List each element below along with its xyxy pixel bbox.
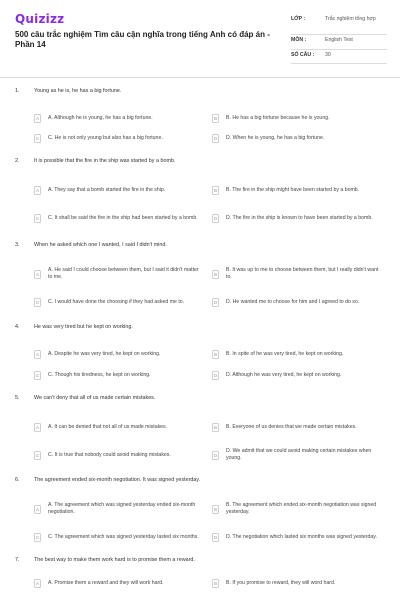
option-letter-box: C: [35, 135, 40, 141]
option-d[interactable]: [212, 365, 390, 386]
question-number: 3.: [15, 242, 20, 248]
question-header: [0, 555, 400, 567]
option-text: D. The fire in the ship is known to have been started by a bomb.: [226, 214, 373, 221]
option-row: [34, 204, 390, 232]
option-letter-box: A: [35, 352, 40, 357]
meta-table: [291, 14, 387, 64]
option-letter-box: C: [35, 534, 40, 540]
option-letter-box: B: [213, 424, 218, 430]
option-row: [34, 573, 390, 593]
option-b[interactable]: [212, 108, 390, 128]
meta-row-count: [291, 50, 387, 64]
option-text: C. Though his tiredness, he kept on working.: [48, 372, 151, 378]
option-letter-box: D: [213, 215, 218, 221]
option-b[interactable]: [212, 260, 390, 288]
option-letter-box: C: [35, 452, 40, 458]
question-text: It is possible that the fire in the ship was started by a bomb.: [34, 158, 176, 164]
question-item: [0, 322, 400, 393]
question-item: [0, 240, 400, 322]
option-row: [34, 495, 390, 523]
option-text: A. Although he is young, he has a big fortune.: [48, 114, 153, 121]
option-row: [34, 344, 390, 365]
question-item: [0, 86, 400, 156]
option-c[interactable]: [34, 128, 212, 148]
option-text: A. It can be denied that not all of us made mistakes.: [48, 423, 168, 430]
option-row: [34, 108, 390, 128]
question-number: 1.: [15, 88, 20, 94]
option-letter-box: B: [213, 506, 218, 512]
option-letter-box: A: [35, 424, 40, 430]
option-letter-box: A: [35, 187, 40, 193]
option-letter-box: B: [213, 580, 218, 586]
option-text: C. He is not only young but also has a big fortune.: [48, 134, 163, 141]
option-a[interactable]: [34, 176, 212, 204]
option-letter-box: C: [35, 373, 40, 378]
option-text: C. I would have done the choosing if they had asked me to.: [48, 298, 185, 305]
option-text: B. The fire in the ship might have been started by a bomb.: [226, 186, 360, 193]
question-header: [0, 86, 400, 98]
question-header: [0, 393, 400, 405]
option-letter-box: B: [213, 115, 218, 121]
option-row: [34, 260, 390, 288]
option-row: [34, 441, 390, 469]
question-header: [0, 156, 400, 168]
option-letter-box: B: [213, 187, 218, 193]
question-item: [0, 156, 400, 240]
option-a[interactable]: [34, 260, 212, 288]
option-b[interactable]: [212, 573, 390, 593]
question-header: [0, 322, 400, 334]
question-item: [0, 393, 400, 475]
option-letter-box: D: [213, 373, 218, 378]
question-number: 2.: [15, 158, 20, 164]
option-letter-box: C: [35, 215, 40, 221]
option-letter-box: A: [35, 115, 40, 121]
option-text: B. It was up to me to choose between them, but I really didn't want to.: [226, 267, 379, 280]
option-a[interactable]: [34, 108, 212, 128]
question-text: We can't deny that all of us made certain mistakes.: [34, 395, 156, 401]
option-c[interactable]: [34, 365, 212, 386]
option-text: B. He has a big fortune because he is young.: [226, 114, 330, 121]
quizizz-logo: Quizizz: [15, 12, 65, 26]
option-a[interactable]: [34, 495, 212, 523]
option-text: B. In spite of he was very tired, he kept on working.: [226, 351, 344, 357]
option-text: A. The agreement which was signed yesterday ended six-month negotiation.: [48, 502, 196, 515]
meta-value: 30: [325, 52, 331, 58]
option-text: A. Promise them a reward and they will work hard.: [48, 579, 164, 586]
option-text: C. It is true that nobody could avoid making mistakes.: [48, 451, 171, 458]
option-letter-box: B: [213, 271, 218, 277]
question-number: 6.: [15, 477, 20, 483]
option-letter-box: A: [35, 580, 40, 586]
meta-value: Trắc nghiệm tổng hợp: [325, 16, 376, 22]
option-text: B. The agreement which ended six-month negotiation was signed yesterday.: [226, 502, 377, 515]
option-d[interactable]: [212, 128, 390, 148]
option-text: D. When he is young, he has a big fortune.: [226, 134, 325, 141]
question-number: 5.: [15, 395, 20, 401]
option-text: D. Although he was very tired, he kept on working.: [226, 372, 342, 378]
question-number: 7.: [15, 557, 20, 563]
option-letter-box: D: [213, 534, 218, 540]
option-b[interactable]: [212, 495, 390, 523]
option-a[interactable]: [34, 573, 212, 593]
question-text: He was very tired but he kept on working.: [34, 324, 133, 330]
option-c[interactable]: [34, 204, 212, 232]
option-b[interactable]: [212, 413, 390, 441]
option-c[interactable]: [34, 288, 212, 316]
question-text: Young as he is, he has a big fortune.: [34, 88, 122, 94]
page-title: 500 câu trắc nghiệm Tìm câu cận nghĩa trong tiếng Anh có đáp án - Phần 14: [15, 30, 270, 49]
option-a[interactable]: [34, 344, 212, 365]
option-text: B. Everyone of us denies that we made certain mistakes.: [226, 423, 357, 430]
option-d[interactable]: [212, 204, 390, 232]
option-text: C. It shall be said the fire in the ship had been started by a bomb.: [48, 214, 198, 221]
question-item: [0, 475, 400, 555]
option-row: [34, 128, 390, 148]
option-a[interactable]: [34, 413, 212, 441]
option-c[interactable]: [34, 441, 212, 469]
option-row: [34, 413, 390, 441]
option-text: C. The agreement which was signed yesterday lasted six months.: [48, 533, 199, 540]
option-row: [34, 523, 390, 551]
question-text: When he asked which one I wanted, I said I didn't mind.: [34, 242, 167, 248]
option-letter-box: D: [213, 135, 218, 141]
option-text: D. He wanted me to choose for him and I agreed to do so.: [226, 298, 360, 305]
option-text: A. They say that a bomb started the fire in the ship.: [48, 186, 166, 193]
option-text: B. If you promise to reward, they will word hard.: [226, 579, 336, 586]
option-text: D. The negotiation which lasted six months was signed yesterday.: [226, 533, 377, 540]
question-header: [0, 475, 400, 487]
question-item: [0, 555, 400, 595]
question-text: The agreement ended six-month negotiation. It was signed yesterday.: [34, 477, 201, 483]
meta-key: SỐ CÂU :: [291, 52, 315, 58]
option-letter-box: D: [213, 299, 218, 305]
option-d[interactable]: [212, 441, 390, 469]
option-c[interactable]: [34, 523, 212, 551]
meta-value: English Test: [325, 37, 353, 43]
option-b[interactable]: [212, 344, 390, 365]
question-number: 4.: [15, 324, 20, 330]
option-text: A. He said I could choose between them, but I said it didn't matter to me.: [48, 267, 199, 280]
question-text: The best way to make them work hard is to promise them a reward.: [34, 557, 195, 563]
option-letter-box: D: [213, 452, 218, 458]
question-header: [0, 240, 400, 252]
document-header: [0, 0, 400, 78]
option-text: D. We admit that we could avoid making certain mistakes when young.: [226, 448, 372, 461]
option-letter-box: A: [35, 271, 40, 277]
option-text: A. Despite he was very tired, he kept on working.: [48, 351, 161, 357]
option-row: [34, 176, 390, 204]
meta-row-class: [291, 14, 387, 35]
meta-row-subject: [291, 35, 387, 50]
option-letter-box: C: [35, 299, 40, 305]
meta-key: MÔN :: [291, 37, 307, 43]
option-b[interactable]: [212, 176, 390, 204]
option-d[interactable]: [212, 523, 390, 551]
question-list: [0, 86, 400, 595]
option-letter-box: B: [213, 352, 218, 357]
option-d[interactable]: [212, 288, 390, 316]
option-letter-box: A: [35, 506, 40, 512]
option-row: [34, 365, 390, 386]
option-row: [34, 288, 390, 316]
meta-key: LỚP :: [291, 16, 306, 22]
